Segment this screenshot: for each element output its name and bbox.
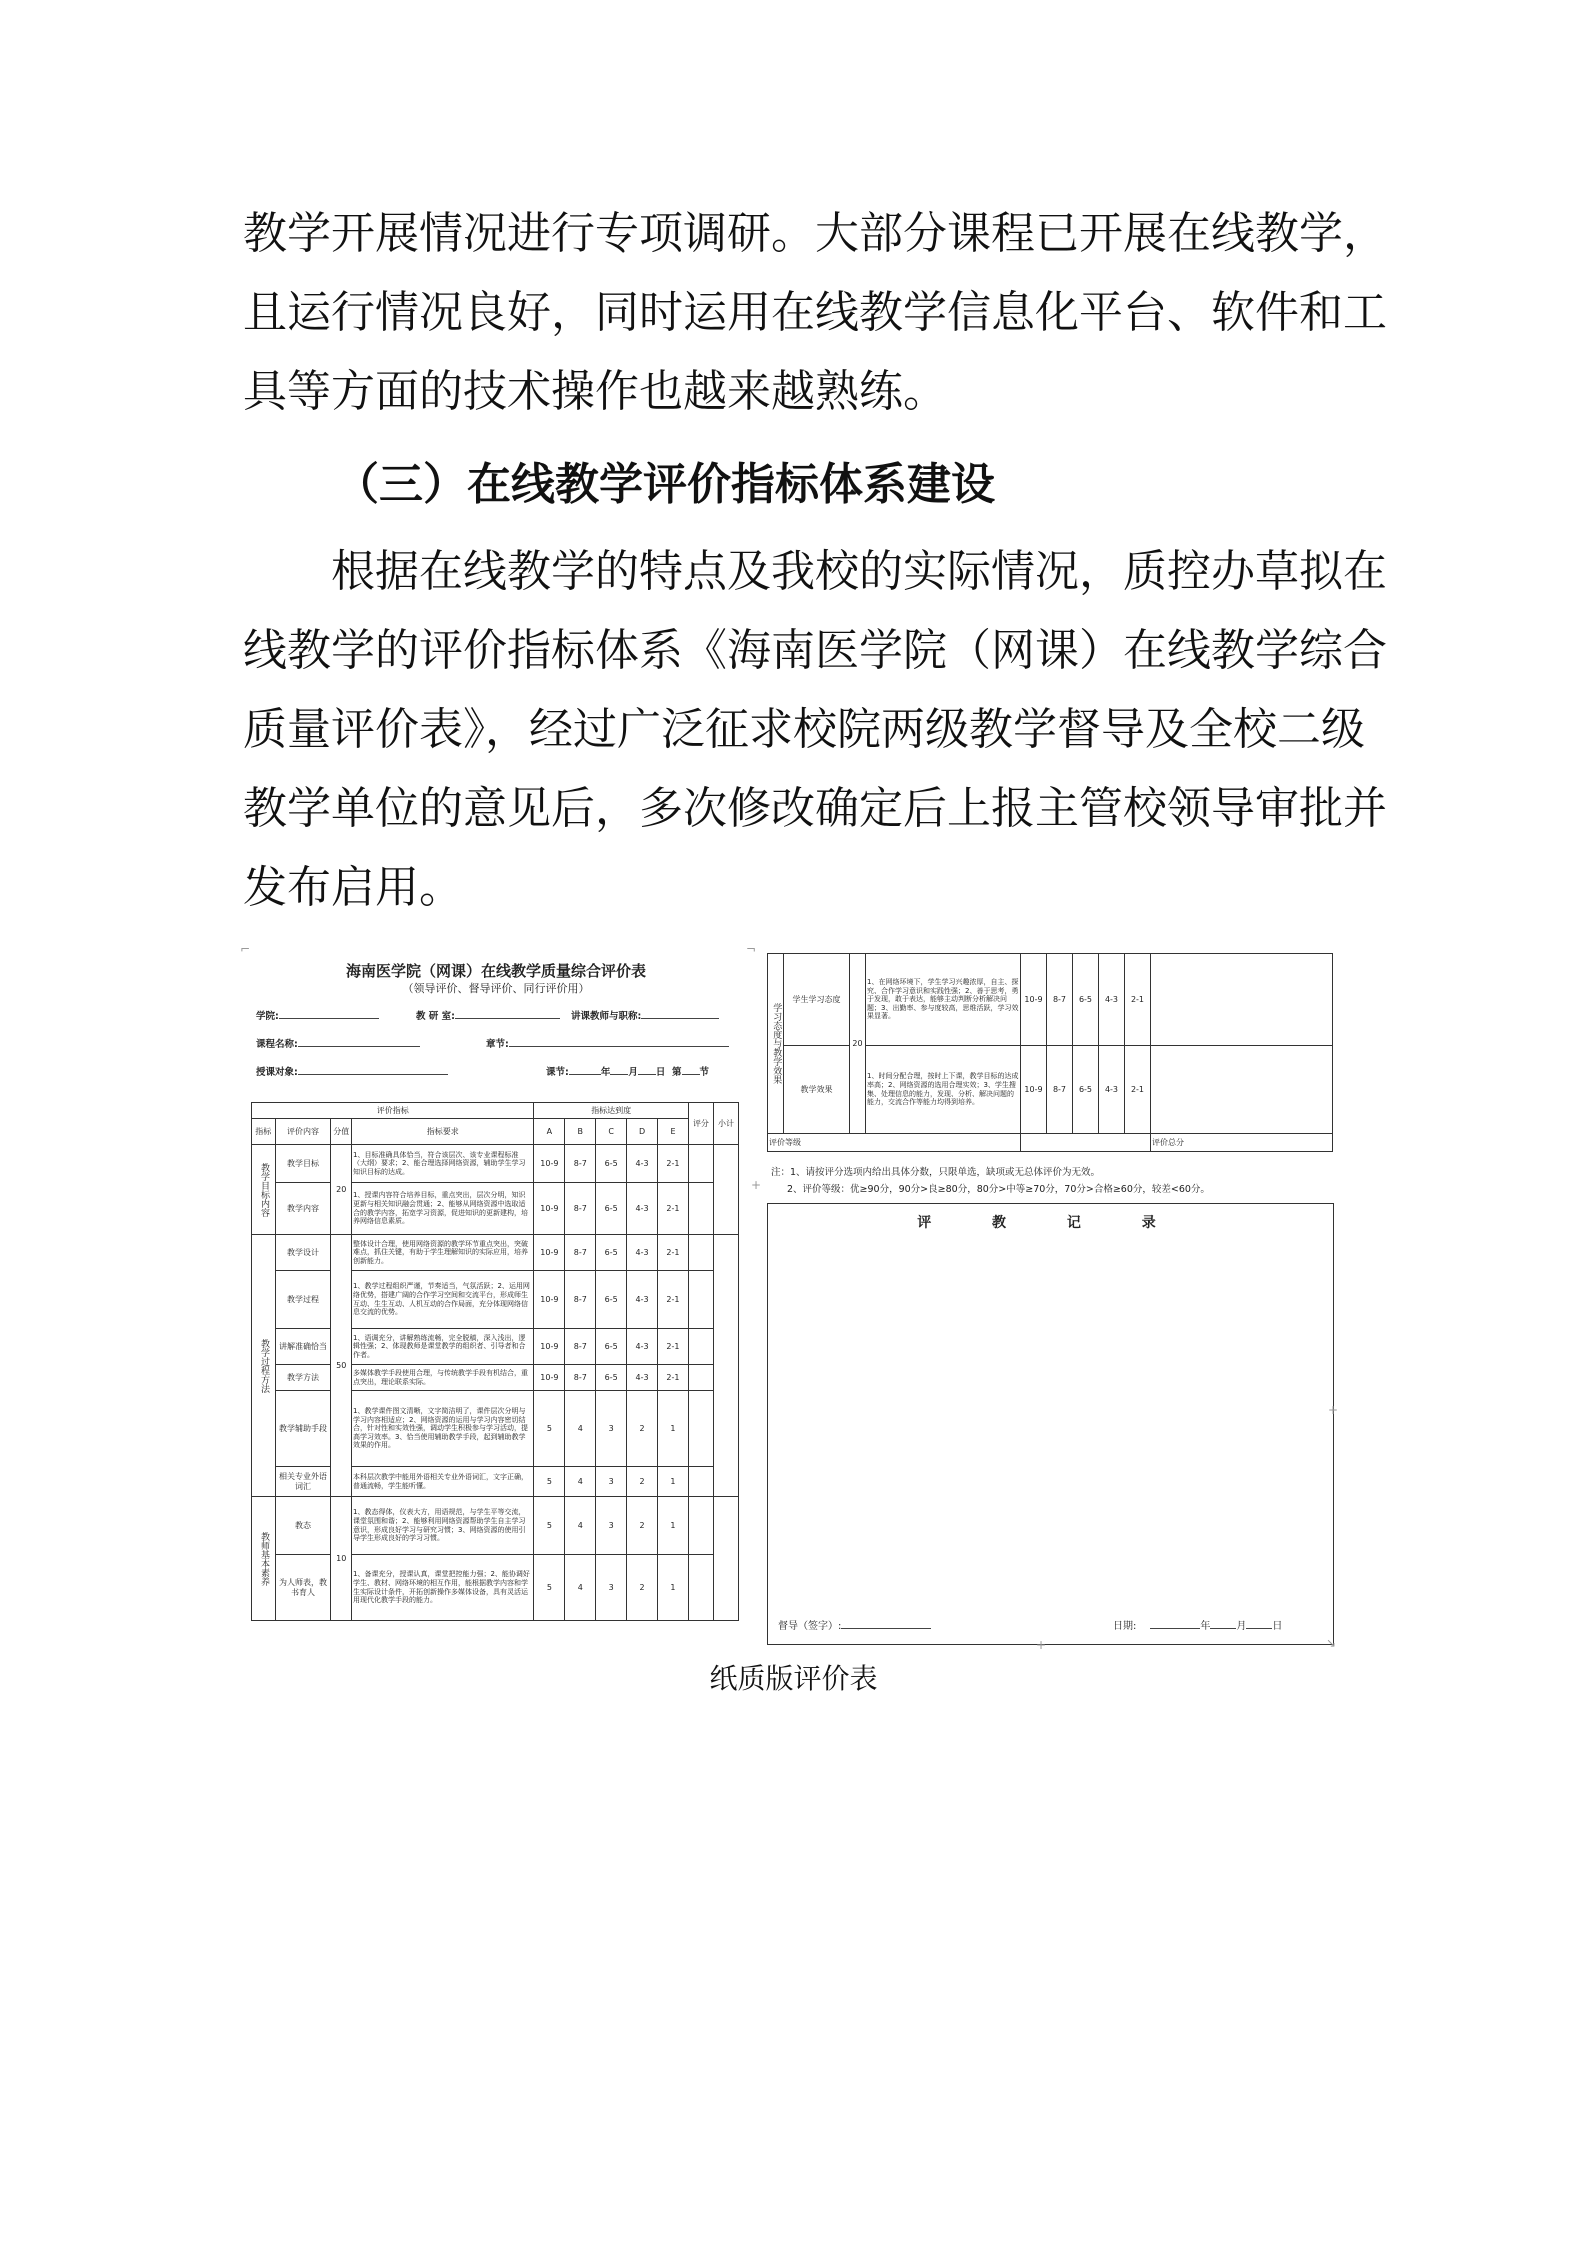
group-points: 20	[850, 954, 866, 1134]
field-chapter: 章节:	[486, 1036, 729, 1050]
subtotal-cell	[713, 1145, 738, 1235]
grade-cell: 4-3	[1099, 954, 1125, 1046]
grade-cell: 4	[565, 1467, 596, 1497]
crop-mark: ⌐	[240, 942, 251, 956]
grade-cell: 6-5	[596, 1329, 627, 1365]
score-cell	[688, 1497, 713, 1555]
grade-cell: 8-7	[565, 1271, 596, 1329]
grade-cell: 2-1	[658, 1271, 689, 1329]
row-requirement: 本科层次教学中能用外语相关专业外语词汇，文字正确，普通流畅，学生能听懂。	[352, 1467, 534, 1497]
table-row	[252, 1391, 739, 1467]
eval-total-label: 评价总分	[1151, 1134, 1333, 1152]
header-grade: 指标达到度	[534, 1103, 689, 1119]
row-requirement: 1、授课内容符合培养目标，重点突出，层次分明，知识更新与相关知识融会贯通；2、能够从网络资源中选取适合的教学内容，拓宽学习资源，促进知识的更新建构，培养网络信息素质。	[352, 1183, 534, 1235]
evaluation-table-left	[251, 1102, 739, 1621]
grade-cell: 10-9	[534, 1183, 565, 1235]
form-note: 2、评价等级：优≥90分，90分>良≥80分，80分>中等≥70分，70分>合格≥60分，较差<60分。	[787, 1184, 1210, 1195]
grade-cell: 2-1	[658, 1329, 689, 1365]
table-row	[252, 1235, 739, 1271]
table-row	[252, 1365, 739, 1391]
grade-cell: 4	[565, 1555, 596, 1621]
row-content: 教态	[275, 1497, 331, 1555]
crop-mark: +	[751, 1178, 762, 1192]
grade-cell: 6-5	[596, 1183, 627, 1235]
score-cell	[688, 1145, 713, 1183]
grade-cell: 8-7	[565, 1329, 596, 1365]
grade-cell: 4-3	[627, 1329, 658, 1365]
grade-cell: 3	[596, 1555, 627, 1621]
eval-level-value	[1021, 1134, 1151, 1152]
intro-paragraph	[243, 194, 1387, 431]
table-row	[768, 1134, 1333, 1152]
row-content: 为人师表，教书育人	[275, 1555, 331, 1621]
grade-cell: 10-9	[534, 1329, 565, 1365]
crop-mark: +	[1328, 1403, 1339, 1417]
group-points: 20	[331, 1145, 352, 1235]
grade-cell: 6-5	[596, 1235, 627, 1271]
form-title: 海南医学院（网课）在线教学质量综合评价表	[345, 962, 646, 980]
table-row	[252, 1271, 739, 1329]
header-index: 指标	[252, 1119, 276, 1145]
header-points: 分值	[331, 1119, 352, 1145]
grade-cell: 8-7	[1047, 1046, 1073, 1134]
row-requirement: 1、在网络环境下，学生学习兴趣浓厚，自主、探究、合作学习意识和实践性强；2、善于思考，勇于发现，敢于表达，能够主动判断分析解决问题；3、出勤率、参与度较高，思维活跃，学习效果显著。	[866, 954, 1021, 1046]
table-row	[252, 1497, 739, 1555]
crop-mark: ¬	[746, 942, 757, 956]
form-subtitle: （领导评价、督导评价、同行评价用）	[402, 982, 590, 995]
grade-cell: 2-1	[658, 1235, 689, 1271]
grade-cell: 10-9	[1021, 954, 1047, 1046]
grade-cell: 5	[534, 1391, 565, 1467]
field-course: 课程名称:	[256, 1036, 420, 1050]
row-content: 学生学习态度	[784, 954, 850, 1046]
row-requirement: 1、语调充分，讲解熟练流畅，完全脱稿，深入浅出，逻辑性强；2、体现教师是课堂教学的组织者、引导者和合作者。	[352, 1329, 534, 1365]
form-right-page	[759, 948, 1340, 1650]
grade-cell: 10-9	[534, 1365, 565, 1391]
grade-cell: 2	[627, 1555, 658, 1621]
grade-cell: 1	[658, 1391, 689, 1467]
score-cell	[1151, 954, 1333, 1046]
text-line: 质量评价表》，经过广泛征求校院两级教学督导及全校二级	[243, 704, 1365, 755]
row-requirement: 1、教学过程组织严谨，节奏适当，气氛活跃；2、运用网络优势，搭建广阔的合作学习空间和交流平台，形成师生互动、生生互动、人机互动的合作局面，充分体现网络信息交流的优势。	[352, 1271, 534, 1329]
table-row	[768, 954, 1333, 1046]
grade-cell: 10-9	[534, 1271, 565, 1329]
header-content: 评价内容	[275, 1119, 331, 1145]
row-content: 教学效果	[784, 1046, 850, 1134]
grade-cell: 1	[658, 1555, 689, 1621]
header-level: E	[658, 1119, 689, 1145]
text-line: 发布启用。	[243, 862, 463, 913]
row-content: 教学内容	[275, 1183, 331, 1235]
table-row	[252, 1329, 739, 1365]
grade-cell: 8-7	[565, 1145, 596, 1183]
grade-cell: 3	[596, 1497, 627, 1555]
row-content: 教学辅助手段	[275, 1391, 331, 1467]
grade-cell: 2	[627, 1391, 658, 1467]
table-row	[252, 1555, 739, 1621]
subtotal-cell	[713, 1497, 738, 1621]
form-note: 注：1、请按评分选项内给出具体分数，只限单选，缺项或无总体评价为无效。	[771, 1167, 1101, 1178]
row-content: 讲解准确恰当	[275, 1329, 331, 1365]
grade-cell: 2-1	[1125, 954, 1151, 1046]
grade-cell: 2-1	[1125, 1046, 1151, 1134]
text-line: 根据在线教学的特点及我校的实际情况，质控办草拟在	[331, 546, 1387, 597]
crop-mark: +	[1036, 1638, 1047, 1652]
header-level: D	[627, 1119, 658, 1145]
text-line: 且运行情况良好，同时运用在线教学信息化平台、软件和工	[243, 287, 1387, 338]
header-level: C	[596, 1119, 627, 1145]
grade-cell: 4-3	[627, 1183, 658, 1235]
field-teacher: 讲课教师与职称:	[571, 1008, 719, 1022]
header-requirement: 指标要求	[352, 1119, 534, 1145]
grade-cell: 4-3	[627, 1145, 658, 1183]
grade-cell: 10-9	[1021, 1046, 1047, 1134]
row-requirement: 1、目标准确具体恰当，符合该层次、该专业课程标准（大纲）要求；2、能合理选择网络资源，辅助学生学习知识目标的达成。	[352, 1145, 534, 1183]
grade-cell: 4-3	[1099, 1046, 1125, 1134]
figure-caption: 纸质版评价表	[709, 1662, 878, 1695]
subtotal-cell	[713, 1235, 738, 1497]
grade-cell: 5	[534, 1555, 565, 1621]
row-content: 教学方法	[275, 1365, 331, 1391]
grade-cell: 2-1	[658, 1365, 689, 1391]
grade-cell: 10-9	[534, 1235, 565, 1271]
header-subtotal: 小计	[713, 1103, 738, 1145]
header-indicator: 评价指标	[252, 1103, 534, 1119]
record-date: 日期: 年 月 日	[1113, 1621, 1283, 1632]
record-box	[767, 1203, 1334, 1645]
evaluation-table-right	[767, 953, 1333, 1152]
grade-cell: 4-3	[627, 1235, 658, 1271]
grade-cell: 4-3	[627, 1271, 658, 1329]
grade-cell: 2	[627, 1467, 658, 1497]
body-paragraph	[243, 532, 1387, 927]
grade-cell: 8-7	[565, 1235, 596, 1271]
grade-cell: 3	[596, 1391, 627, 1467]
score-cell	[1151, 1046, 1333, 1134]
table-row	[252, 1145, 739, 1183]
grade-cell: 6-5	[1073, 954, 1099, 1046]
text-line: 教学开展情况进行专项调研。大部分课程已开展在线教学，	[243, 208, 1387, 259]
text-line: 线教学的评价指标体系《海南医学院（网课）在线教学综合	[243, 625, 1387, 676]
row-requirement: 1、教态得体，仪表大方，用语规范，与学生平等交流，课堂氛围和谐；2、能够利用网络资源帮助学生自主学习意识，形成良好学习与研究习惯；3、网络资源的使用引导学生形成良好的学习习惯。	[352, 1497, 534, 1555]
section-heading: （三）在线教学评价指标体系建设	[335, 459, 995, 510]
grade-cell: 4	[565, 1497, 596, 1555]
group-label: 教学过程方法	[252, 1235, 276, 1497]
score-cell	[688, 1329, 713, 1365]
row-requirement: 整体设计合理，使用网络资源的教学环节重点突出，突破难点，抓住关键，有助于学生理解知识的实际应用，培养创新能力。	[352, 1235, 534, 1271]
row-requirement: 1、教学课件图文清晰，文字简洁明了，课件层次分明与学习内容相适应；2、网络资源的运用与学习内容密切结合，针对性和实效性强，调动学生积极参与学习活动，提高学习效率。3、恰当使用辅助教学手段，起到辅助教学效果的作用。	[352, 1391, 534, 1467]
grade-cell: 2-1	[658, 1183, 689, 1235]
score-cell	[688, 1467, 713, 1497]
row-content: 教学过程	[275, 1271, 331, 1329]
score-cell	[688, 1365, 713, 1391]
row-content: 教学设计	[275, 1235, 331, 1271]
row-content: 相关专业外语词汇	[275, 1467, 331, 1497]
grade-cell: 6-5	[1073, 1046, 1099, 1134]
group-label: 学习态度与教学效果	[768, 954, 784, 1134]
text-line: 教学单位的意见后，多次修改确定后上报主管校领导审批并	[243, 783, 1387, 834]
header-score: 评分	[688, 1103, 713, 1145]
row-requirement: 多媒体教学手段使用合理，与传统教学手段有机结合，重点突出，理论联系实际。	[352, 1365, 534, 1391]
table-row	[252, 1467, 739, 1497]
grade-cell: 4-3	[627, 1365, 658, 1391]
crop-mark: ↘	[1326, 1636, 1337, 1650]
field-office: 教 研 室:	[416, 1008, 560, 1022]
group-points: 50	[331, 1235, 352, 1497]
field-session: 课节: 年 月 日 第 节	[546, 1067, 710, 1078]
group-label: 教师基本素养	[252, 1497, 276, 1621]
score-cell	[688, 1271, 713, 1329]
grade-cell: 10-9	[534, 1145, 565, 1183]
score-cell	[688, 1235, 713, 1271]
score-cell	[688, 1391, 713, 1467]
field-college: 学院:	[256, 1008, 379, 1022]
row-requirement: 1、备课充分，授课认真，课堂把控能力强；2、能协调好学生、教材、网络环境的相互作用，能根据教学内容和学生实际设计条件，开拓创新操作多媒体设备，具有灵活运用现代化教学手段的能力。	[352, 1555, 534, 1621]
group-label: 教学目标内容	[252, 1145, 276, 1235]
record-title: 评 教 记 录	[917, 1215, 1184, 1231]
supervisor-signature: 督导（签字）:	[778, 1617, 931, 1632]
grade-cell: 8-7	[565, 1365, 596, 1391]
header-level: A	[534, 1119, 565, 1145]
grade-cell: 6-5	[596, 1271, 627, 1329]
score-cell	[688, 1183, 713, 1235]
grade-cell: 3	[596, 1467, 627, 1497]
row-content: 教学目标	[275, 1145, 331, 1183]
score-cell	[688, 1555, 713, 1621]
grade-cell: 1	[658, 1497, 689, 1555]
table-row	[252, 1183, 739, 1235]
grade-cell: 4	[565, 1391, 596, 1467]
grade-cell: 6-5	[596, 1365, 627, 1391]
group-points: 10	[331, 1497, 352, 1621]
evaluation-form-image	[240, 942, 1340, 1652]
grade-cell: 8-7	[1047, 954, 1073, 1046]
grade-cell: 8-7	[565, 1183, 596, 1235]
grade-cell: 5	[534, 1467, 565, 1497]
field-audience: 授课对象:	[256, 1064, 448, 1078]
grade-cell: 1	[658, 1467, 689, 1497]
grade-cell: 5	[534, 1497, 565, 1555]
text-line: 具等方面的技术操作也越来越熟练。	[243, 366, 947, 417]
grade-cell: 2	[627, 1497, 658, 1555]
form-left-page	[246, 948, 746, 1650]
row-requirement: 1、时间分配合理，按时上下课，教学目标的达成率高；2、网络资源的选用合理实效；3、学生搜集、处理信息的能力，发现、分析、解决问题的能力，交流合作等能力均得到培养。	[866, 1046, 1021, 1134]
grade-cell: 6-5	[596, 1145, 627, 1183]
header-level: B	[565, 1119, 596, 1145]
grade-cell: 2-1	[658, 1145, 689, 1183]
eval-level-label: 评价等级	[768, 1134, 1021, 1152]
